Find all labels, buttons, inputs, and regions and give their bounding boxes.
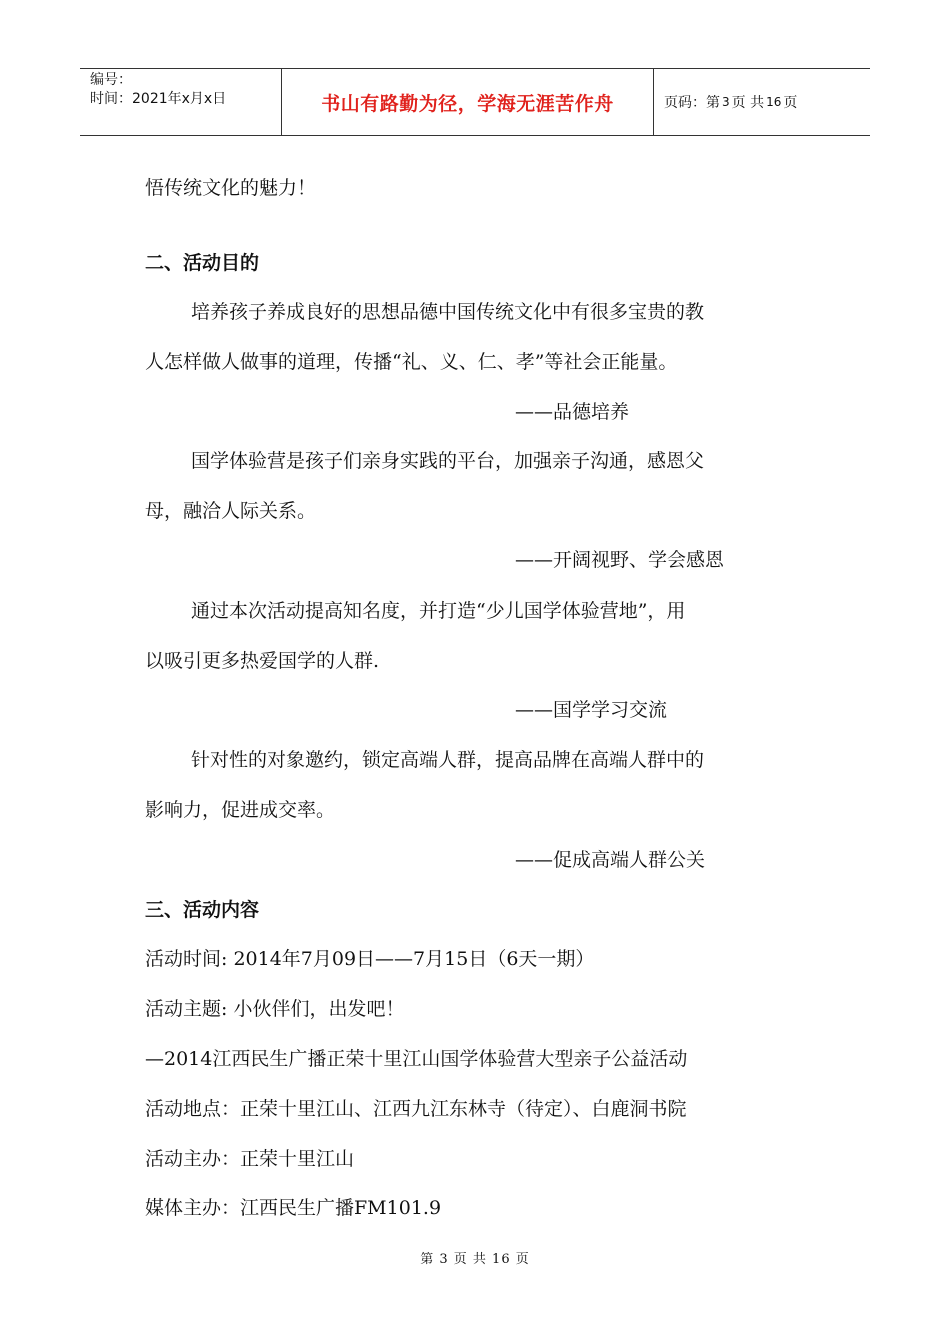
para-1-line-1: 培养孩子养成良好的思想品德中国传统文化中有很多宝贵的教	[191, 301, 705, 323]
section-3-title: 三、活动内容	[145, 899, 260, 921]
intro-line: 悟传统文化的魅力！	[145, 177, 317, 199]
para-1-line-2: 人怎样做人做事的道理，传播“礼、义、仁、孝”等社会正能量。	[145, 351, 678, 373]
activity-subtitle: —2014江西民生广播正荣十里江山国学体验营大型亲子公益活动	[145, 1048, 688, 1070]
header-motto-cell	[282, 69, 654, 135]
page-footer: 第 3 页 共 16 页	[420, 1252, 530, 1267]
header-page-info	[654, 69, 870, 135]
para-3-signature: ——国学学习交流	[515, 699, 668, 721]
page-header	[80, 68, 870, 136]
page-mid: 页 共	[731, 95, 765, 111]
serial-label: 编号：	[90, 72, 132, 88]
para-3-line-1: 通过本次活动提高知名度，并打造“少儿国学体验营地”，用	[191, 600, 686, 622]
page-prefix: 页码：第	[664, 95, 720, 111]
activity-host: 活动主办：正荣十里江山	[145, 1148, 355, 1170]
para-4-line-1: 针对性的对象邀约，锁定高端人群，提高品牌在高端人群中的	[191, 749, 705, 771]
para-2-line-2: 母，融洽人际关系。	[145, 500, 317, 522]
header-motto: 书山有路勤为径，学海无涯苦作舟	[321, 92, 614, 115]
para-4-line-2: 影响力，促进成交率。	[145, 799, 336, 821]
para-2-signature: ——开阔视野、学会感恩	[515, 549, 725, 571]
para-1-signature: ——品德培养	[515, 401, 630, 423]
para-2-line-1: 国学体验营是孩子们亲身实践的平台，加强亲子沟通，感恩父	[191, 450, 705, 472]
activity-time: 活动时间: 2014年7月09日——7月15日（6天一期）	[145, 948, 595, 970]
media-host: 媒体主办：江西民生广播FM101.9	[145, 1197, 442, 1219]
section-2-title: 二、活动目的	[145, 252, 260, 274]
activity-theme: 活动主题: 小伙伴们，出发吧！	[145, 998, 405, 1020]
page-suffix: 页	[783, 95, 798, 111]
page-number: 3	[722, 95, 730, 109]
page-total: 16	[766, 95, 782, 109]
para-3-line-2: 以吸引更多热爱国学的人群.	[145, 650, 380, 672]
header-meta	[80, 69, 282, 135]
activity-place: 活动地点：正荣十里江山、江西九江东林寺（待定）、白鹿洞书院	[145, 1098, 687, 1120]
date-label: 时间：2021年x月x日	[90, 91, 227, 107]
para-4-signature: ——促成高端人群公关	[515, 849, 706, 871]
